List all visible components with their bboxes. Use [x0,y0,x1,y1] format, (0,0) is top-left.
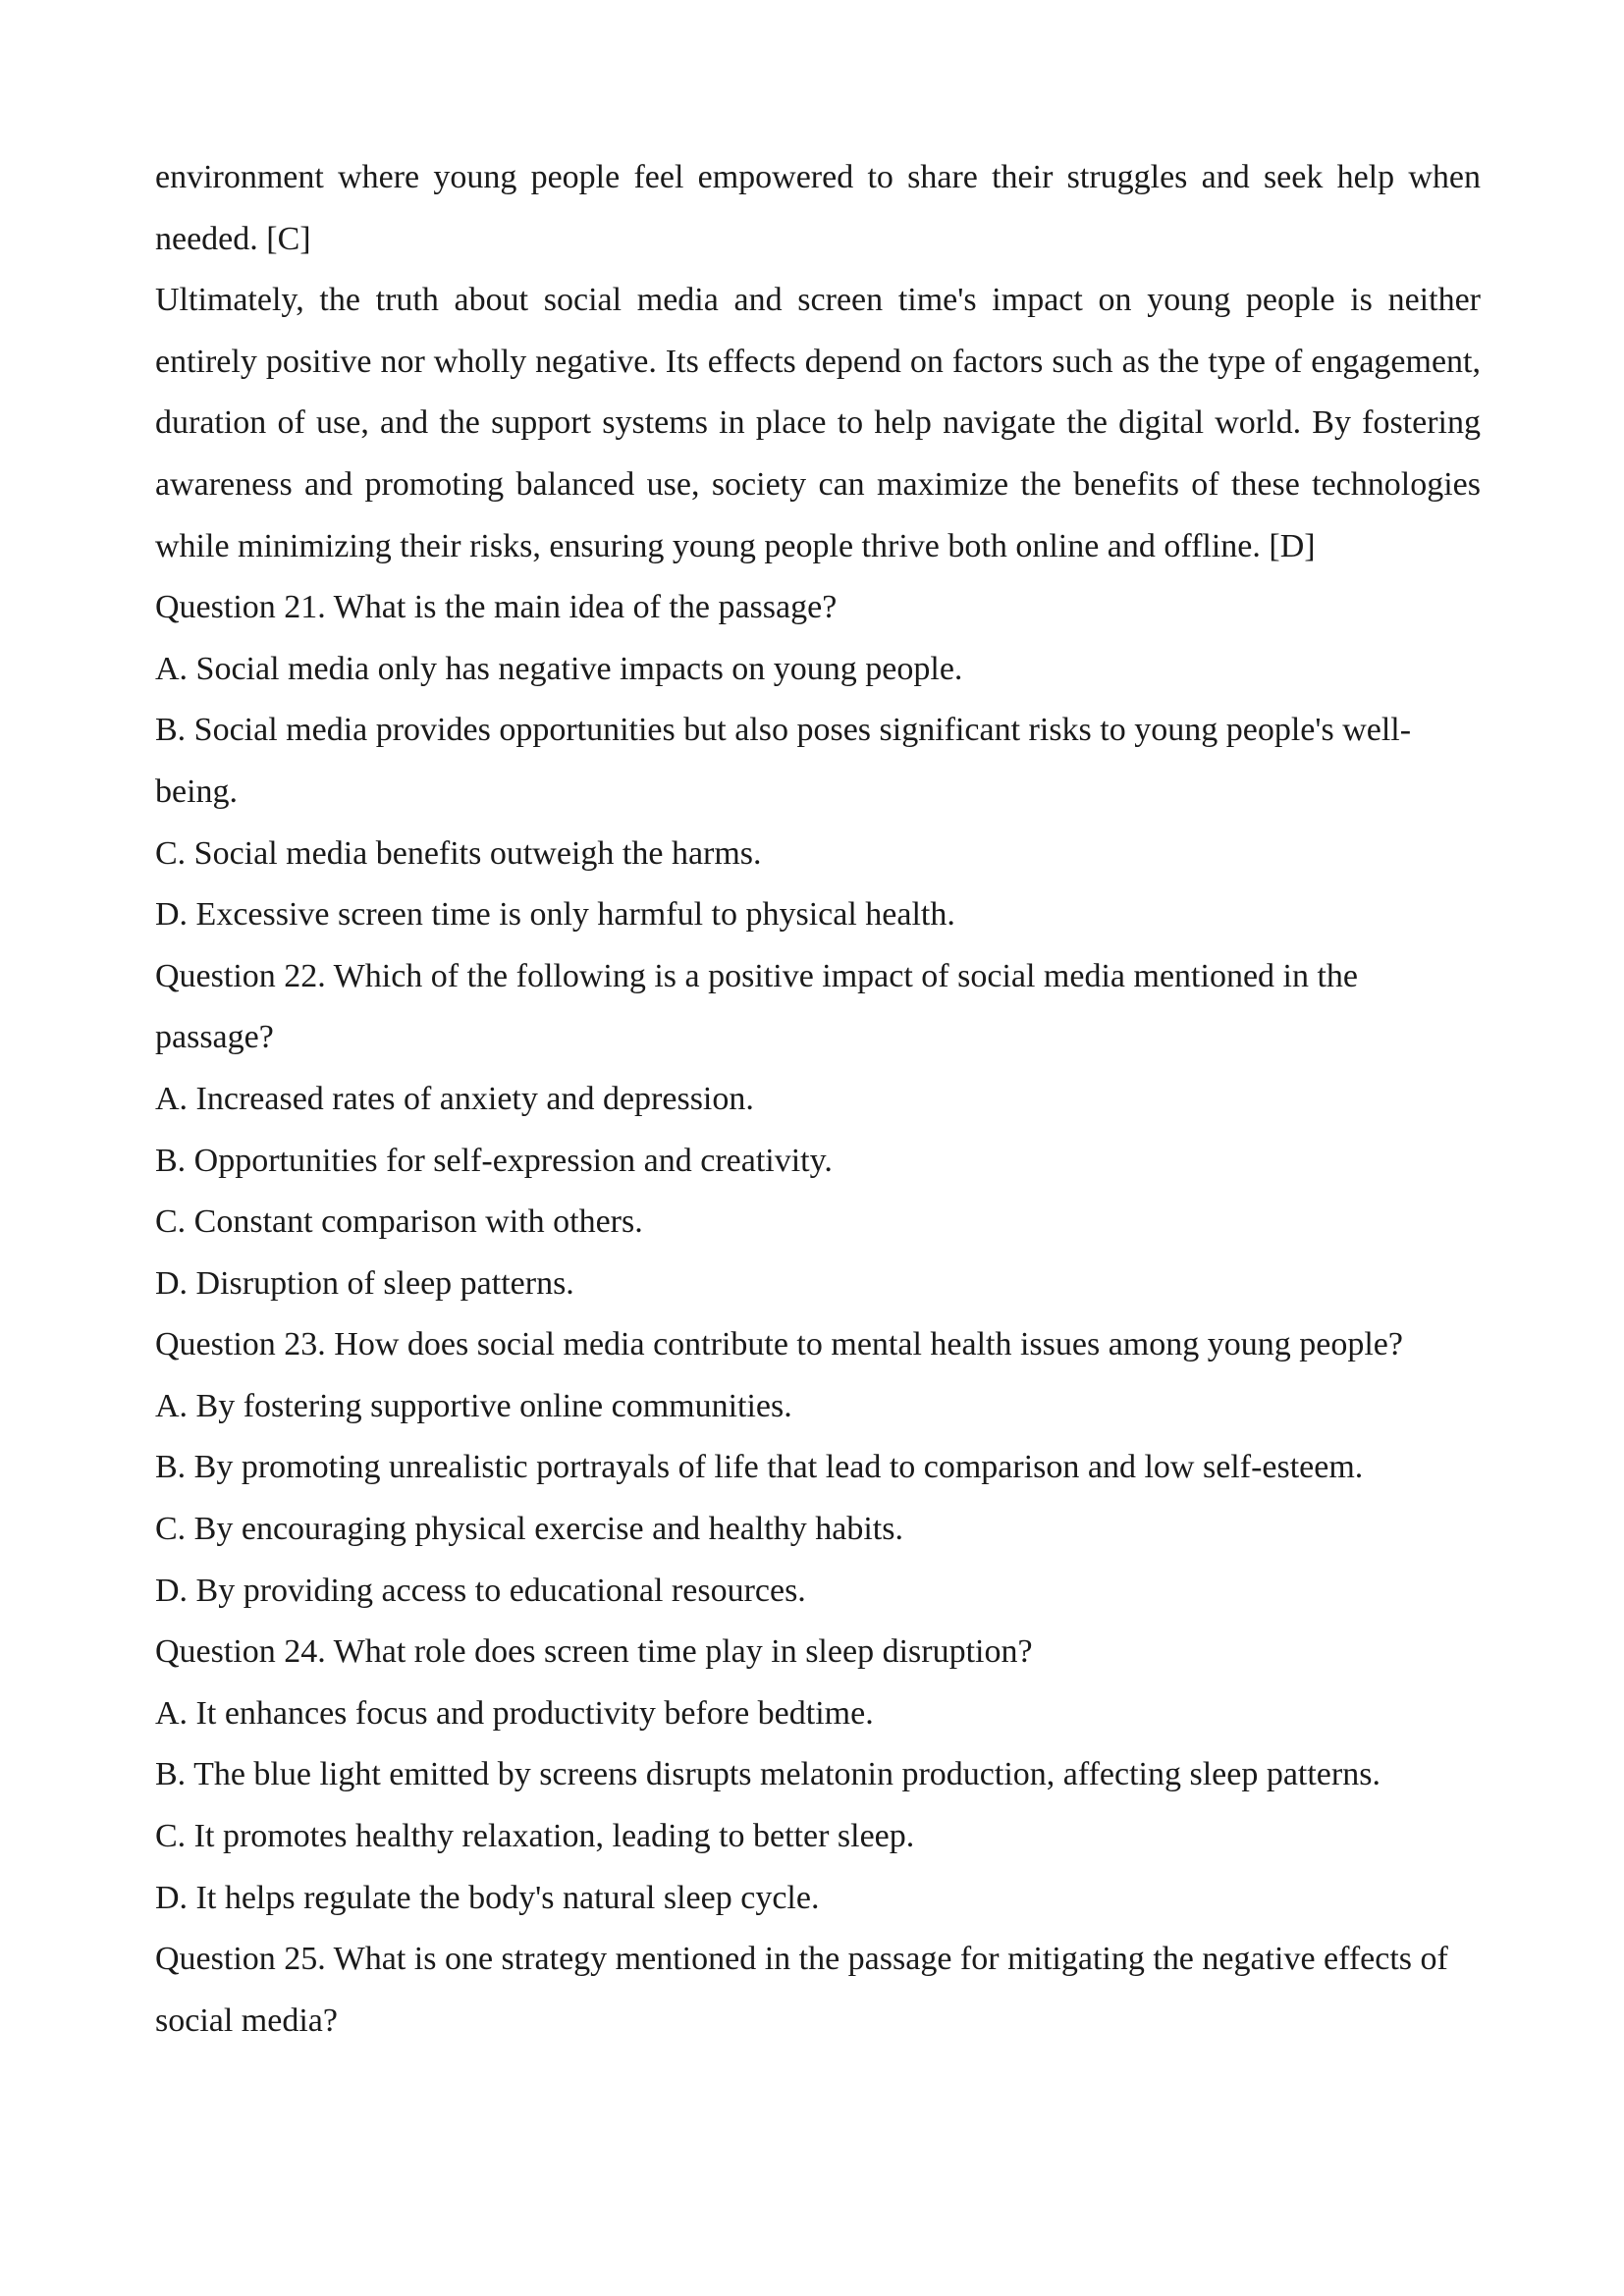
question-25 [155,1929,1481,2052]
question-22-option-a: A. Increased rates of anxiety and depression. [155,1080,754,1117]
question-21-text: Question 21. What is the main idea of the passage? [155,589,838,626]
question-23-option-c: C. By encouraging physical exercise and healthy habits. [155,1511,903,1548]
question-23-text: Question 23. How does social media contribute to mental health issues among young people? [155,1326,1403,1363]
question-23 [155,1314,1481,1622]
question-24-option-a: A. It enhances focus and productivity before bedtime. [155,1694,874,1732]
question-21-option-d: D. Excessive screen time is only harmful to physical health. [155,896,955,934]
question-25-text: Question 25. What is one strategy mentioned in the passage for mitigating the negative effects of social media? [155,1941,1448,2039]
question-24-text: Question 24. What role does screen time play in sleep disruption? [155,1633,1033,1671]
question-23-option-d: D. By providing access to educational resources. [155,1572,806,1609]
question-24 [155,1622,1481,1929]
question-22-text: Question 22. Which of the following is a positive impact of social media mentioned in the passage? [155,957,1359,1056]
question-24-option-d: D. It helps regulate the body's natural sleep cycle. [155,1879,820,1916]
question-22 [155,946,1481,1315]
question-21 [155,577,1481,946]
passage-paragraph-tail: environment where young people feel empowered to share their struggles and seek help when needed. [C] [155,159,1481,257]
question-24-option-b: B. The blue light emitted by screens disrupts melatonin production, affecting sleep patterns. [155,1756,1380,1793]
question-21-option-c: C. Social media benefits outweigh the harms. [155,834,762,872]
question-22-option-c: C. Constant comparison with others. [155,1203,643,1241]
question-24-option-c: C. It promotes healthy relaxation, leading to better sleep. [155,1818,915,1855]
question-23-option-b: B. By promoting unrealistic portrayals of life that lead to comparison and low self-esteem. [155,1449,1364,1486]
document-page [155,147,1481,2052]
question-21-option-a: A. Social media only has negative impacts on young people. [155,650,963,687]
passage-paragraph-conclusion: Ultimately, the truth about social media and screen time's impact on young people is neither entirely positive nor wholly negative. Its effects depend on factors such as the type of engagement, duration of use, and the support systems in place to help navigate the digital world. By fostering awareness and promoting balanced use, society can maximize the benefits of these technologies while minimizing their risks, ensuring young people thrive both online and offline. [D] [155,282,1481,564]
question-22-option-d: D. Disruption of sleep patterns. [155,1264,574,1302]
question-23-option-a: A. By fostering supportive online communities. [155,1387,792,1424]
question-21-option-b: B. Social media provides opportunities but also poses significant risks to young people's well-being. [155,712,1412,810]
question-22-option-b: B. Opportunities for self-expression and creativity. [155,1142,833,1179]
